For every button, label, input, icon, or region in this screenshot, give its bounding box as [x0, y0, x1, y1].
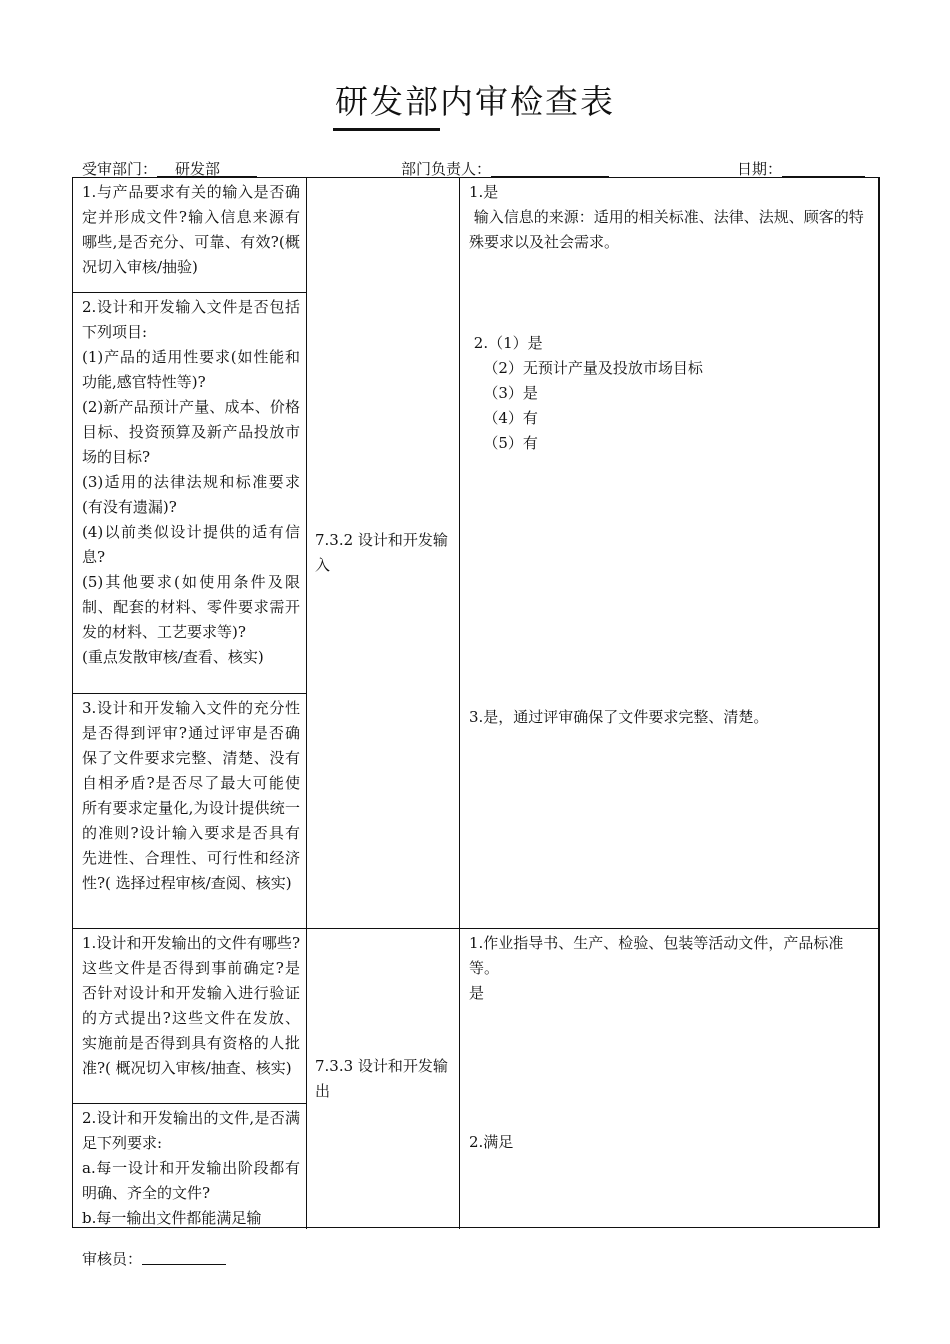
auditor-signature-field[interactable] — [142, 1248, 226, 1265]
answer-7-3-2-3: 3.是，通过评审确保了文件要求完整、清楚。 — [469, 708, 769, 726]
answer-7-3-3-1: 1.作业指导书、生产、检验、包装等活动文件，产品标准等。 是 — [469, 934, 844, 1002]
clause-7-3-2 — [306, 178, 460, 928]
answer-7-3-2-1: 1.是 输入信息的来源：适用的相关标准、法律、法规、顾客的特殊要求以及社会需求。 — [469, 183, 864, 251]
head-value-field[interactable] — [491, 160, 609, 177]
question-7-3-3-2: 2.设计和开发输出的文件,是否满足下列要求: a.每一设计和开发输出阶段都有明确、齐全的文件? b.每一输出文件都能满足输 — [82, 1109, 300, 1227]
answer-7-3-3-2: 2.满足 — [469, 1133, 514, 1151]
dept-value-field[interactable]: 研发部 — [157, 160, 257, 177]
answer-7-3-2-2: 2.（1）是 （2）无预计产量及投放市场目标 （3）是 （4）有 （5）有 — [473, 334, 703, 452]
date-value-field[interactable] — [782, 160, 865, 177]
date — [737, 160, 865, 178]
auditor-label: 审核员： — [82, 1250, 143, 1268]
question-7-3-2-1: 1.与产品要求有关的输入是否确定并形成文件?输入信息来源有哪些,是否充分、可靠、有效?(概况切入审核/抽验) — [82, 183, 300, 276]
head-label: 部门负责人： — [401, 160, 492, 178]
clause-label: 7.3.2 设计和开发输入 — [315, 531, 448, 574]
audited-department — [82, 160, 257, 178]
question-7-3-2-2: 2.设计和开发输入文件是否包括下列项目: (1)产品的适用性要求(如性能和功能,感官特性等)? (2)新产品预计产量、成本、价格目标、投资预算及新产品投放市场的目标? (3)适用的法律法规和标准要求(有没有遗漏)? (4)以前类似设计提供的适有信息? (5)其他要求(如使用条件及限制、配套的材料、零件要求需开发的材料、工艺要求等)? (重点发散审核/查看、核实) — [82, 298, 300, 666]
clause-7-3-3 — [306, 929, 460, 1229]
title-underline — [333, 128, 440, 131]
clause-label: 7.3.3 设计和开发输出 — [315, 1057, 448, 1100]
page-title: 研发部内审检查表 — [335, 82, 615, 121]
department-head — [401, 160, 609, 178]
checklist-table — [72, 177, 880, 1228]
date-label: 日期： — [737, 160, 783, 178]
question-7-3-3-1: 1.设计和开发输出的文件有哪些?这些文件是否得到事前确定?是否针对设计和开发输入进行验证的方式提出?这些文件在发放、实施前是否得到具有资格的人批准?( 概况切入审核/抽查、核实) — [82, 934, 300, 1077]
dept-label: 受审部门： — [82, 160, 158, 178]
question-7-3-2-3: 3.设计和开发输入文件的充分性是否得到评审?通过评审是否确保了文件要求完整、清楚、没有自相矛盾?是否尽了最大可能使所有要求定量化,为设计提供统一的准则?设计输入要求是否具有先进性、合理性、可行性和经济性?( 选择过程审核/查阅、核实) — [82, 699, 300, 892]
auditor — [82, 1248, 226, 1269]
